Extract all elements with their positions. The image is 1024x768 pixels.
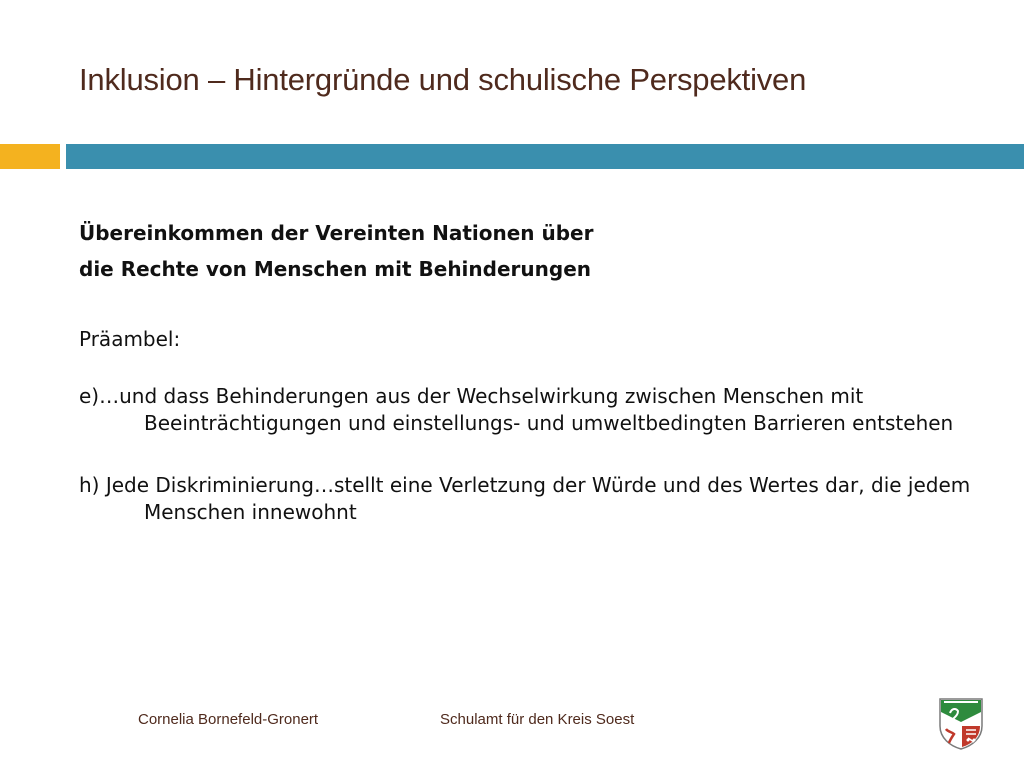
heading-line-2: die Rechte von Menschen mit Behinderungen xyxy=(79,257,591,281)
preamble-label: Präambel: xyxy=(79,327,181,351)
slide-body xyxy=(79,215,979,526)
footer-author: Cornelia Bornefeld-Gronert xyxy=(138,711,319,728)
accent-bar-orange xyxy=(0,144,60,169)
convention-heading xyxy=(79,215,979,287)
footer-organization: Schulamt für den Kreis Soest xyxy=(440,711,635,728)
preamble-point-h: h) Jede Diskriminierung…stellt eine Verletzung der Würde und des Wertes dar, die jedem Menschen innewohnt xyxy=(79,473,971,524)
nrw-coat-of-arms-icon xyxy=(936,696,986,750)
heading-line-1: Übereinkommen der Vereinten Nationen über xyxy=(79,221,594,245)
slide-title: Inklusion – Hintergründe und schulische Perspektiven xyxy=(79,62,807,97)
accent-bar-teal xyxy=(66,144,1024,169)
preamble-point-e: e)…und dass Behinderungen aus der Wechselwirkung zwischen Menschen mit Beeinträchtigungen und einstellungs- und umweltbedingten Barrieren entstehen xyxy=(79,384,954,435)
